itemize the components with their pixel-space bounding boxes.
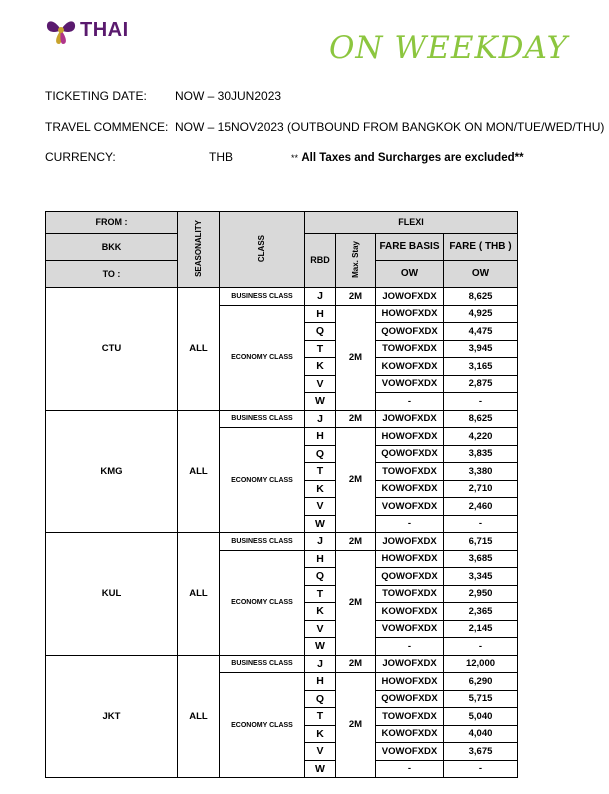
rbd-cell: K (305, 725, 336, 743)
currency-value: THB (209, 150, 233, 164)
economy-class-label: ECONOMY CLASS (220, 305, 305, 410)
max-stay-cell: 2M (336, 673, 376, 778)
fare-basis-cell: JOWOFXDX (376, 288, 444, 306)
rbd-cell: Q (305, 568, 336, 586)
fare-basis-cell: HOWOFXDX (376, 673, 444, 691)
fare-basis-cell: KOWOFXDX (376, 725, 444, 743)
orchid-logo-icon (44, 14, 78, 46)
rbd-cell: V (305, 743, 336, 761)
fare-cell: 4,220 (444, 428, 518, 446)
fare-ow-header: OW (444, 261, 518, 288)
fare-basis-cell: KOWOFXDX (376, 480, 444, 498)
fare-basis-cell: TOWOFXDX (376, 708, 444, 726)
rbd-cell: J (305, 410, 336, 428)
fare-cell: 3,685 (444, 550, 518, 568)
fare-basis-cell: - (376, 393, 444, 411)
max-stay-cell: 2M (336, 533, 376, 551)
rbd-cell: J (305, 533, 336, 551)
rbd-cell: J (305, 288, 336, 306)
rbd-cell: H (305, 550, 336, 568)
max-stay-header-text: Max. Stay (350, 240, 360, 278)
fare-basis-cell: VOWOFXDX (376, 743, 444, 761)
rbd-cell: Q (305, 690, 336, 708)
fare-thb-header: FARE ( THB ) (444, 234, 518, 261)
rbd-cell: Q (305, 323, 336, 341)
fare-cell: - (444, 515, 518, 533)
rbd-cell: K (305, 480, 336, 498)
fare-cell: 5,040 (444, 708, 518, 726)
max-stay-header (336, 234, 376, 288)
fare-basis-cell: JOWOFXDX (376, 655, 444, 673)
page-headline: ON WEEKDAY (329, 30, 569, 66)
rbd-cell: H (305, 305, 336, 323)
fare-cell: 4,925 (444, 305, 518, 323)
fare-basis-ow-header: OW (376, 261, 444, 288)
ticketing-date-label: TICKETING DATE: (45, 89, 147, 103)
fare-basis-cell: QOWOFXDX (376, 568, 444, 586)
flexi-header: FLEXI (305, 212, 518, 234)
fare-basis-cell: TOWOFXDX (376, 585, 444, 603)
max-stay-cell: 2M (336, 550, 376, 655)
table-row (46, 533, 518, 551)
rbd-cell: W (305, 760, 336, 778)
rbd-cell: T (305, 585, 336, 603)
travel-commence-label: TRAVEL COMMENCE: (45, 120, 169, 134)
fare-cell: 8,625 (444, 410, 518, 428)
max-stay-cell: 2M (336, 410, 376, 428)
destination-code: KUL (46, 533, 178, 656)
fare-basis-cell: TOWOFXDX (376, 463, 444, 481)
fare-basis-cell: - (376, 638, 444, 656)
fare-cell: 6,290 (444, 673, 518, 691)
destination-code: KMG (46, 410, 178, 533)
rbd-cell: K (305, 603, 336, 621)
max-stay-cell: 2M (336, 288, 376, 306)
tax-note (291, 150, 524, 164)
fare-cell: 8,625 (444, 288, 518, 306)
origin-cell: BKK (46, 234, 178, 261)
max-stay-cell: 2M (336, 655, 376, 673)
economy-class-label: ECONOMY CLASS (220, 428, 305, 533)
fare-cell: 3,835 (444, 445, 518, 463)
to-label: TO : (46, 261, 178, 288)
fare-cell: 2,365 (444, 603, 518, 621)
fare-cell: 3,380 (444, 463, 518, 481)
seasonality-value: ALL (178, 533, 220, 656)
fare-cell: 2,710 (444, 480, 518, 498)
fare-cell: 3,345 (444, 568, 518, 586)
fare-cell: 2,875 (444, 375, 518, 393)
rbd-cell: W (305, 515, 336, 533)
rbd-cell: W (305, 638, 336, 656)
fare-cell: 2,460 (444, 498, 518, 516)
fare-basis-cell: - (376, 760, 444, 778)
rbd-cell: H (305, 428, 336, 446)
seasonality-value: ALL (178, 288, 220, 411)
class-header (220, 212, 305, 288)
fare-basis-cell: VOWOFXDX (376, 498, 444, 516)
fare-basis-cell: HOWOFXDX (376, 428, 444, 446)
fare-cell: 3,675 (444, 743, 518, 761)
class-header-text: CLASS (257, 234, 266, 262)
fare-cell: 4,475 (444, 323, 518, 341)
travel-commence-value: NOW – 15NOV2023 (OUTBOUND FROM BANGKOK ON MON/TUE/WED/THU) (175, 120, 605, 134)
fare-basis-cell: KOWOFXDX (376, 603, 444, 621)
rbd-cell: V (305, 498, 336, 516)
rbd-cell: V (305, 620, 336, 638)
fare-cell: 3,165 (444, 358, 518, 376)
business-class-label: BUSINESS CLASS (220, 655, 305, 673)
ticketing-date-value: NOW – 30JUN2023 (175, 89, 282, 103)
fare-basis-cell: QOWOFXDX (376, 690, 444, 708)
fare-cell: 2,145 (444, 620, 518, 638)
business-class-label: BUSINESS CLASS (220, 288, 305, 306)
economy-class-label: ECONOMY CLASS (220, 673, 305, 778)
rbd-cell: K (305, 358, 336, 376)
fare-cell: 5,715 (444, 690, 518, 708)
business-class-label: BUSINESS CLASS (220, 410, 305, 428)
max-stay-cell: 2M (336, 428, 376, 533)
fare-basis-cell: TOWOFXDX (376, 340, 444, 358)
fare-basis-cell: VOWOFXDX (376, 620, 444, 638)
rbd-cell: W (305, 393, 336, 411)
fare-cell: 12,000 (444, 655, 518, 673)
rbd-cell: T (305, 340, 336, 358)
tax-note-text: All Taxes and Surcharges are excluded** (301, 152, 524, 164)
from-label: FROM : (46, 212, 178, 234)
fare-basis-cell: HOWOFXDX (376, 305, 444, 323)
fare-cell: 4,040 (444, 725, 518, 743)
currency-label: CURRENCY: (45, 150, 116, 164)
logo-text: THAI (80, 18, 129, 41)
fare-cell: - (444, 760, 518, 778)
fare-table (45, 211, 518, 778)
economy-class-label: ECONOMY CLASS (220, 550, 305, 655)
seasonality-value: ALL (178, 655, 220, 778)
fare-cell: - (444, 393, 518, 411)
fare-basis-cell: HOWOFXDX (376, 550, 444, 568)
rbd-cell: T (305, 708, 336, 726)
fare-basis-cell: JOWOFXDX (376, 533, 444, 551)
rbd-cell: T (305, 463, 336, 481)
fare-basis-cell: QOWOFXDX (376, 445, 444, 463)
seasonality-header-text: SEASONALITY (193, 219, 203, 277)
fare-basis-cell: KOWOFXDX (376, 358, 444, 376)
thai-logo (44, 14, 129, 46)
destination-code: CTU (46, 288, 178, 411)
tax-note-prefix: ** (291, 153, 299, 163)
rbd-cell: V (305, 375, 336, 393)
table-row (46, 410, 518, 428)
fare-cell: 3,945 (444, 340, 518, 358)
seasonality-header (178, 212, 220, 288)
seasonality-value: ALL (178, 410, 220, 533)
business-class-label: BUSINESS CLASS (220, 533, 305, 551)
rbd-cell: J (305, 655, 336, 673)
rbd-cell: Q (305, 445, 336, 463)
rbd-cell: H (305, 673, 336, 691)
fare-basis-cell: - (376, 515, 444, 533)
rbd-header: RBD (305, 234, 336, 288)
fare-cell: 2,950 (444, 585, 518, 603)
destination-code: JKT (46, 655, 178, 778)
fare-cell: 6,715 (444, 533, 518, 551)
fare-basis-cell: VOWOFXDX (376, 375, 444, 393)
fare-cell: - (444, 638, 518, 656)
fare-basis-cell: JOWOFXDX (376, 410, 444, 428)
fare-basis-header: FARE BASIS (376, 234, 444, 261)
table-row (46, 288, 518, 306)
max-stay-cell: 2M (336, 305, 376, 410)
table-row (46, 655, 518, 673)
fare-basis-cell: QOWOFXDX (376, 323, 444, 341)
